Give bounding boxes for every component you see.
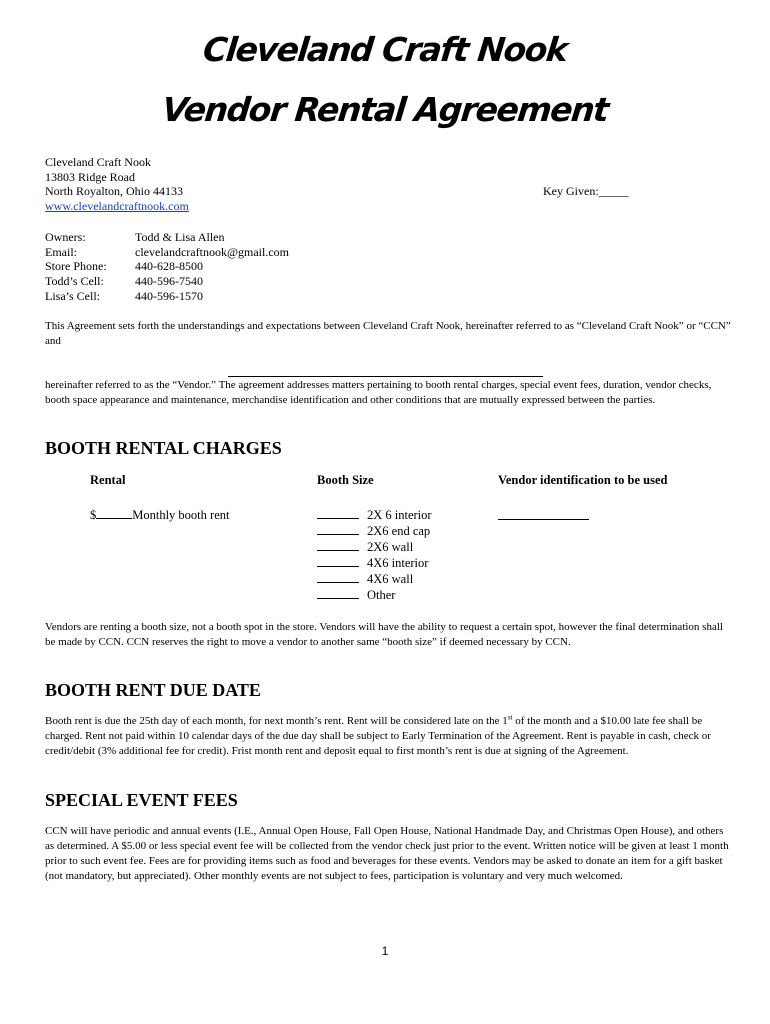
address-name: Cleveland Craft Nook (45, 155, 151, 169)
rent-label: Monthly booth rent (132, 508, 230, 522)
option-label: 2X6 end cap (367, 524, 431, 538)
ordinal-suffix: st (507, 713, 513, 722)
booth-size-option (317, 523, 432, 539)
checkbox-blank[interactable] (317, 507, 359, 519)
website-link[interactable]: www.clevelandcraftnook.com (45, 199, 189, 213)
intro-paragraph: This Agreement sets forth the understandings and expectations between Cleveland Craft Nook, hereinafter referred to as “Cleveland Craft Nook” or “CCN” and (45, 320, 731, 347)
currency-symbol: $ (90, 508, 97, 522)
contact-value: 440-628-8500 (135, 259, 203, 273)
column-header-rental: Rental (90, 473, 126, 487)
booth-size-note: Vendors are renting a booth size, not a booth spot in the store. Vendors will have the ability to request a certain spot, however the final determination shall be made by CCN. CCN reserves the right to move a vendor to another same “booth size” if deemed necessary by CCN. (45, 621, 723, 648)
address-city: North Royalton, Ohio 44133 (45, 184, 183, 198)
contact-label: Email: (45, 245, 77, 259)
booth-size-option (317, 587, 432, 603)
monthly-rent-field (90, 507, 229, 523)
column-header-booth-size: Booth Size (317, 473, 374, 487)
booth-size-option (317, 507, 432, 523)
contact-label: Owners: (45, 230, 86, 244)
key-given-field: Key Given:_____ (543, 184, 629, 198)
checkbox-blank[interactable] (317, 555, 359, 567)
checkbox-blank[interactable] (317, 523, 359, 535)
document-title-line2: Vendor Rental Agreement (160, 90, 610, 129)
booth-size-option (317, 539, 432, 555)
contact-label: Lisa’s Cell: (45, 289, 100, 303)
intro-continuation: hereinafter referred to as the “Vendor.” The agreement addresses matters pertaining to booth rental charges, special event fees, duration, vendor checks, booth space appearance and maintenance, merchandise identification and other conditions that are mutually expressed between the parties. (45, 379, 712, 406)
page-number: 1 (381, 944, 389, 958)
contact-value: Todd & Lisa Allen (135, 230, 225, 244)
booth-rental-heading: BOOTH RENTAL CHARGES (45, 438, 282, 458)
due-date-text: of the month and a $10.00 late fee shall be charged. Rent not paid within 10 calendar days of the due day shall be subject to Early Termination of the Agreement. Rent is payable in cash, check or credit/debit (3% additional fee for credit). Frist month rent and deposit equal to first month’s rent is due at signing of the Agreement. (45, 715, 711, 757)
contact-label: Todd’s Cell: (45, 274, 104, 288)
vendor-id-blank[interactable] (498, 519, 589, 520)
checkbox-blank[interactable] (317, 539, 359, 551)
checkbox-blank[interactable] (317, 571, 359, 583)
option-label: 2X6 wall (367, 540, 414, 554)
address-street: 13803 Ridge Road (45, 170, 135, 184)
rent-amount-blank[interactable] (96, 507, 132, 519)
option-label: Other (367, 588, 396, 602)
checkbox-blank[interactable] (317, 587, 359, 599)
option-label: 2X 6 interior (367, 508, 432, 522)
due-date-heading: BOOTH RENT DUE DATE (45, 680, 261, 700)
booth-size-option (317, 571, 432, 587)
booth-size-option (317, 555, 432, 571)
contact-value: 440-596-7540 (135, 274, 203, 288)
contact-value: 440-596-1570 (135, 289, 203, 303)
option-label: 4X6 interior (367, 556, 429, 570)
contact-value: clevelandcraftnook@gmail.com (135, 245, 289, 259)
option-label: 4X6 wall (367, 572, 414, 586)
vendor-name-line (228, 376, 543, 377)
due-date-text: Booth rent is due the 25th day of each month, for next month’s rent. Rent will be considered late on the 1 (45, 715, 508, 727)
document-title-line1: Cleveland Craft Nook (201, 30, 569, 69)
special-events-heading: SPECIAL EVENT FEES (45, 790, 238, 810)
column-header-vendor-id: Vendor identification to be used (498, 473, 668, 487)
special-events-paragraph: CCN will have periodic and annual events (I.E., Annual Open House, Fall Open House, National Handmade Day, and Christmas Open House), and others as determined. A $5.00 or less special event fee will be collected from the vendor check just prior to the event. Written notice will be given at least 1 month prior to such event fee. Fees are for providing items such as food and beverages for these events. Vendors may be asked to donate an item for a gift basket (not mandatory, but appreciated). Other monthly events are not subject to fees, participation is voluntary and very much welcomed. (45, 825, 729, 882)
due-date-paragraph (45, 714, 735, 759)
contact-label: Store Phone: (45, 259, 107, 273)
booth-size-options (317, 507, 432, 603)
